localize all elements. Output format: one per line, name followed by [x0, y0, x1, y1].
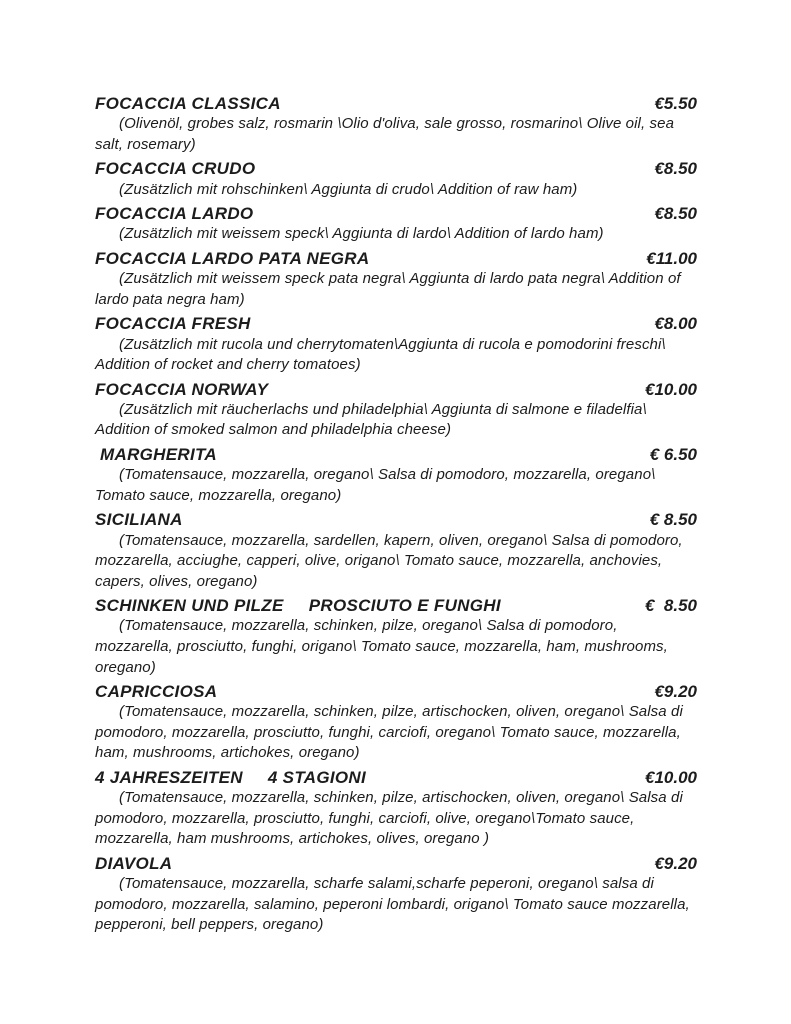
item-price: €5.50: [654, 94, 697, 113]
item-header-row: [95, 595, 697, 616]
item-header-row: [95, 509, 697, 530]
item-name: 4 JAHRESZEITEN 4 STAGIONI: [95, 767, 366, 787]
menu-item-focaccia-lardo: [95, 203, 697, 245]
item-name: FOCACCIA NORWAY: [95, 379, 269, 399]
item-price: €8.50: [654, 204, 697, 224]
menu-item-focaccia-fresh: [95, 313, 697, 375]
menu-item-focaccia-classica: [95, 93, 697, 155]
item-description: (Zusätzlich mit rohschinken\ Aggiunta di crudo\ Addition of raw ham): [119, 180, 578, 198]
item-header-row: [95, 203, 697, 224]
item-header-row: [95, 681, 697, 702]
item-header-row: [95, 767, 697, 788]
item-name: FOCACCIA CLASSICA: [95, 94, 281, 113]
item-name: CAPRICCIOSA: [95, 682, 218, 702]
item-description: (Olivenöl, grobes salz, rosmarin \Olio d'oliva, sale grosso, rosmarino\ Olive oil, sea salt, rosemary): [95, 115, 675, 153]
menu-item-schinken-und-pilze: [95, 595, 697, 678]
item-description: (Zusätzlich mit räucherlachs und philadelphia\ Aggiunta di salmone e filadelfia\ Addition of smoked salmon and philadelphia cheese): [95, 400, 647, 439]
item-description: (Zusätzlich mit rucola und cherrytomaten\Aggiunta di rucola e pomodorini freschi\ Addition of rocket and cherry tomatoes): [95, 335, 666, 374]
item-price: € 6.50: [649, 444, 697, 464]
menu-item-margherita: [95, 444, 697, 506]
item-name: FOCACCIA CRUDO: [95, 159, 256, 179]
item-header-row: [95, 313, 697, 334]
item-description: (Tomatensauce, mozzarella, oregano\ Salsa di pomodoro, mozzarella, oregano\ Tomato sauce, mozzarella, oregano): [95, 466, 656, 504]
item-description: (Tomatensauce, mozzarella, scharfe salami,scharfe peperoni, oregano\ salsa di pomodoro, mozzarella, salamino, peperoni lombardi, origano\ Tomato sauce mozzarella, pepperoni, bell peppers, oregano): [95, 875, 690, 934]
item-description: (Tomatensauce, mozzarella, schinken, pilze, artischocken, oliven, oregano\ Salsa di pomodoro, mozzarella, prosciutto, funghi, carciofi, oregano\ Tomato sauce, mozzarella, ham, mushrooms, artichokes, oregano): [95, 703, 683, 762]
item-name: MARGHERITA: [95, 444, 217, 464]
menu-item-siciliana: [95, 509, 697, 592]
item-header-row: [95, 158, 697, 179]
item-name: FOCACCIA LARDO PATA NEGRA: [95, 248, 370, 268]
item-header-row: [95, 444, 697, 465]
item-header-row: [95, 248, 697, 269]
item-price: € 8.50: [645, 596, 697, 616]
menu-list: [95, 93, 697, 936]
item-price: €8.50: [654, 159, 697, 179]
item-price: €11.00: [646, 248, 697, 268]
item-name: SICILIANA: [95, 510, 183, 530]
item-price: €8.00: [654, 314, 697, 334]
menu-item-4-jahreszeiten: [95, 767, 697, 850]
item-name: FOCACCIA FRESH: [95, 314, 251, 334]
item-price: €9.20: [654, 682, 697, 702]
item-description: (Tomatensauce, mozzarella, schinken, pilze, artischocken, oliven, oregano\ Salsa di pomodoro, mozzarella, prosciutto, funghi, carciofi, olive, oregano\Tomato sauce, mozzarella, ham mushrooms, artichokes, olives, oregano ): [95, 789, 683, 848]
menu-item-capricciosa: [95, 681, 697, 764]
item-name: DIAVOLA: [95, 853, 173, 873]
item-header-row: [95, 853, 697, 874]
item-name: FOCACCIA LARDO: [95, 204, 254, 224]
menu-item-focaccia-norway: [95, 379, 697, 441]
item-name: SCHINKEN UND PILZE PROSCIUTO E FUNGHI: [95, 596, 501, 616]
menu-item-focaccia-lardo-pata-negra: [95, 248, 697, 310]
item-description: (Zusätzlich mit weissem speck pata negra\ Aggiunta di lardo pata negra\ Addition of lardo pata negra ham): [95, 270, 681, 308]
item-description: (Zusätzlich mit weissem speck\ Aggiunta di lardo\ Addition of lardo ham): [119, 225, 604, 243]
item-header-row: [95, 379, 697, 400]
menu-item-focaccia-crudo: [95, 158, 697, 200]
item-price: €10.00: [645, 379, 697, 399]
item-price: €10.00: [645, 767, 697, 787]
item-description: (Tomatensauce, mozzarella, sardellen, kapern, oliven, oregano\ Salsa di pomodoro, mozzarella, acciughe, capperi, olive, origano\ Tomato sauce, mozzarella, anchovies, capers, olives, oregano): [95, 531, 683, 590]
menu-item-diavola: [95, 853, 697, 936]
item-header-row: [95, 93, 697, 114]
item-price: € 8.50: [649, 510, 697, 530]
item-price: €9.20: [654, 853, 697, 873]
item-description: (Tomatensauce, mozzarella, schinken, pilze, oregano\ Salsa di pomodoro, mozzarella, prosciutto, funghi, origano\ Tomato sauce, mozzarella, ham, mushrooms, oregano): [95, 617, 668, 676]
